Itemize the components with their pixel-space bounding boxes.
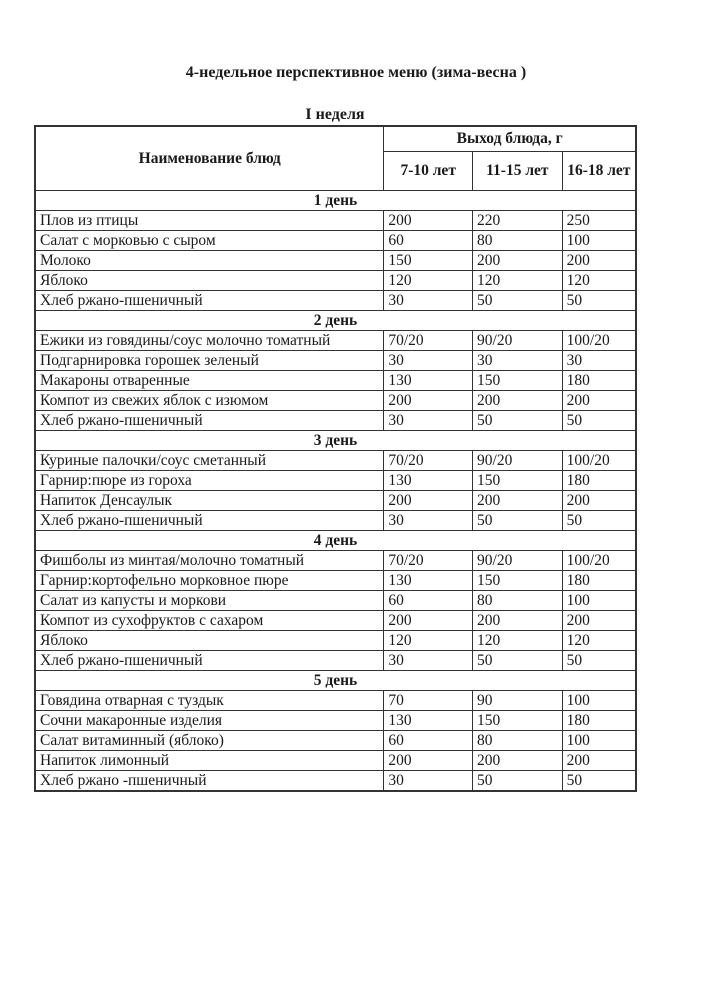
yield-11-15: 50 [473, 511, 563, 531]
dish-name: Салат из капусты и моркови [35, 591, 384, 611]
yield-7-10: 200 [384, 751, 473, 771]
yield-16-18: 180 [562, 571, 636, 591]
yield-16-18: 50 [562, 771, 636, 792]
yield-16-18: 200 [562, 751, 636, 771]
table-row [35, 631, 636, 651]
yield-11-15: 80 [473, 731, 563, 751]
yield-7-10: 70 [384, 691, 473, 711]
header-dish-name: Наименование блюд [35, 126, 384, 191]
yield-11-15: 200 [473, 391, 563, 411]
yield-7-10: 200 [384, 211, 473, 231]
yield-11-15: 220 [473, 211, 563, 231]
yield-7-10: 30 [384, 771, 473, 792]
yield-11-15: 150 [473, 571, 563, 591]
yield-7-10: 30 [384, 411, 473, 431]
day-label: 2 день [35, 311, 636, 331]
yield-16-18: 100/20 [562, 331, 636, 351]
yield-7-10: 200 [384, 611, 473, 631]
day-label: 3 день [35, 431, 636, 451]
day-header-row [35, 531, 636, 551]
table-row [35, 651, 636, 671]
yield-16-18: 200 [562, 391, 636, 411]
table-row [35, 691, 636, 711]
table-row [35, 471, 636, 491]
table-row [35, 211, 636, 231]
yield-16-18: 200 [562, 611, 636, 631]
yield-7-10: 200 [384, 391, 473, 411]
day-header-row [35, 311, 636, 331]
table-row [35, 591, 636, 611]
dish-name: Хлеб ржано -пшеничный [35, 771, 384, 792]
yield-7-10: 30 [384, 291, 473, 311]
yield-16-18: 50 [562, 291, 636, 311]
dish-name: Плов из птицы [35, 211, 384, 231]
yield-16-18: 100/20 [562, 551, 636, 571]
table-row [35, 271, 636, 291]
yield-11-15: 30 [473, 351, 563, 371]
table-row [35, 411, 636, 431]
yield-11-15: 90 [473, 691, 563, 711]
table-row [35, 711, 636, 731]
table-row [35, 371, 636, 391]
yield-7-10: 120 [384, 631, 473, 651]
table-row [35, 571, 636, 591]
dish-name: Ежики из говядины/соус молочно томатный [35, 331, 384, 351]
dish-name: Салат витаминный (яблоко) [35, 731, 384, 751]
yield-7-10: 60 [384, 731, 473, 751]
yield-11-15: 150 [473, 711, 563, 731]
yield-16-18: 50 [562, 651, 636, 671]
day-header-row [35, 431, 636, 451]
yield-16-18: 100 [562, 591, 636, 611]
yield-11-15: 50 [473, 411, 563, 431]
dish-name: Яблоко [35, 271, 384, 291]
yield-11-15: 50 [473, 771, 563, 792]
dish-name: Фишболы из минтая/молочно томатный [35, 551, 384, 571]
yield-7-10: 30 [384, 651, 473, 671]
yield-16-18: 180 [562, 471, 636, 491]
dish-name: Говядина отварная с туздык [35, 691, 384, 711]
document-title: 4-недельное перспективное меню (зима-весна ) [185, 64, 527, 81]
day-header-row [35, 191, 636, 211]
header-age-11-15: 11-15 лет [473, 152, 563, 191]
header-age-16-18: 16-18 лет [562, 152, 636, 191]
yield-7-10: 30 [384, 511, 473, 531]
day-label: 5 день [35, 671, 636, 691]
dish-name: Салат с морковью с сыром [35, 231, 384, 251]
dish-name: Макароны отваренные [35, 371, 384, 391]
dish-name: Напиток лимонный [35, 751, 384, 771]
yield-11-15: 200 [473, 251, 563, 271]
yield-11-15: 80 [473, 231, 563, 251]
table-row [35, 771, 636, 792]
yield-11-15: 200 [473, 751, 563, 771]
table-row [35, 291, 636, 311]
yield-16-18: 120 [562, 271, 636, 291]
week-label: I неделя [305, 106, 365, 123]
yield-11-15: 150 [473, 371, 563, 391]
yield-11-15: 120 [473, 631, 563, 651]
yield-7-10: 120 [384, 271, 473, 291]
yield-11-15: 200 [473, 611, 563, 631]
dish-name: Хлеб ржано-пшеничный [35, 291, 384, 311]
dish-name: Гарнир:пюре из гороха [35, 471, 384, 491]
yield-7-10: 130 [384, 571, 473, 591]
yield-16-18: 100 [562, 231, 636, 251]
yield-7-10: 70/20 [384, 451, 473, 471]
dish-name: Сочни макаронные изделия [35, 711, 384, 731]
yield-7-10: 130 [384, 471, 473, 491]
day-header-row [35, 671, 636, 691]
yield-7-10: 200 [384, 491, 473, 511]
table-row [35, 551, 636, 571]
dish-name: Хлеб ржано-пшеничный [35, 411, 384, 431]
dish-name: Яблоко [35, 631, 384, 651]
dish-name: Подгарнировка горошек зеленый [35, 351, 384, 371]
dish-name: Компот из свежих яблок с изюмом [35, 391, 384, 411]
yield-16-18: 50 [562, 511, 636, 531]
yield-16-18: 200 [562, 491, 636, 511]
table-row [35, 251, 636, 271]
yield-7-10: 130 [384, 371, 473, 391]
table-row [35, 751, 636, 771]
yield-11-15: 80 [473, 591, 563, 611]
table-row [35, 511, 636, 531]
yield-11-15: 50 [473, 291, 563, 311]
table-row [35, 491, 636, 511]
yield-16-18: 180 [562, 371, 636, 391]
yield-7-10: 150 [384, 251, 473, 271]
day-label: 1 день [35, 191, 636, 211]
yield-16-18: 250 [562, 211, 636, 231]
yield-7-10: 30 [384, 351, 473, 371]
table-row [35, 391, 636, 411]
yield-16-18: 120 [562, 631, 636, 651]
menu-body [35, 191, 636, 792]
yield-11-15: 90/20 [473, 451, 563, 471]
header-yield: Выход блюда, г [384, 126, 636, 152]
table-row [35, 451, 636, 471]
yield-11-15: 90/20 [473, 331, 563, 351]
menu-table [34, 125, 637, 792]
dish-name: Компот из сухофруктов с сахаром [35, 611, 384, 631]
yield-16-18: 200 [562, 251, 636, 271]
table-row [35, 731, 636, 751]
table-row [35, 351, 636, 371]
day-label: 4 день [35, 531, 636, 551]
yield-11-15: 200 [473, 491, 563, 511]
yield-7-10: 60 [384, 231, 473, 251]
yield-7-10: 60 [384, 591, 473, 611]
table-row [35, 331, 636, 351]
yield-11-15: 120 [473, 271, 563, 291]
dish-name: Молоко [35, 251, 384, 271]
yield-11-15: 50 [473, 651, 563, 671]
yield-16-18: 100 [562, 731, 636, 751]
dish-name: Напиток Денсаулык [35, 491, 384, 511]
table-row [35, 231, 636, 251]
yield-16-18: 180 [562, 711, 636, 731]
dish-name: Хлеб ржано-пшеничный [35, 651, 384, 671]
table-row [35, 611, 636, 631]
yield-11-15: 90/20 [473, 551, 563, 571]
dish-name: Гарнир:кортофельно морковное пюре [35, 571, 384, 591]
yield-7-10: 70/20 [384, 551, 473, 571]
dish-name: Хлеб ржано-пшеничный [35, 511, 384, 531]
yield-16-18: 30 [562, 351, 636, 371]
yield-11-15: 150 [473, 471, 563, 491]
dish-name: Куриные палочки/соус сметанный [35, 451, 384, 471]
header-age-7-10: 7-10 лет [384, 152, 473, 191]
yield-16-18: 50 [562, 411, 636, 431]
yield-16-18: 100 [562, 691, 636, 711]
yield-16-18: 100/20 [562, 451, 636, 471]
yield-7-10: 130 [384, 711, 473, 731]
yield-7-10: 70/20 [384, 331, 473, 351]
